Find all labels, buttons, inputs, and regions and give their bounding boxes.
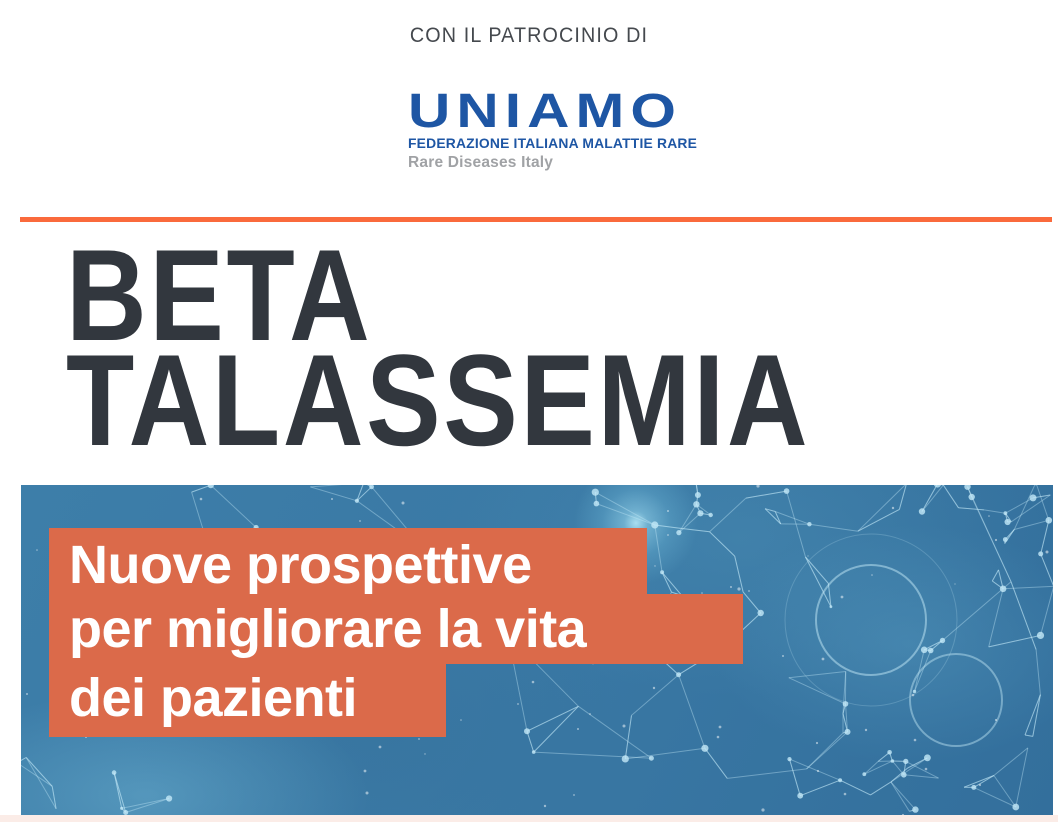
banner-line-1: [49, 528, 647, 594]
banner-text-1: Nuove prospettive: [69, 535, 532, 595]
banner-line-3: [49, 664, 446, 737]
subtitle-banner: [49, 528, 743, 737]
uniamo-wordmark: UNIAMO: [408, 85, 683, 138]
page-title-line2: TALASSEMIA: [66, 327, 811, 473]
banner-text-2: per migliorare la vita: [69, 599, 587, 659]
uniamo-logo: [408, 85, 700, 172]
banner-line-2: [49, 594, 743, 664]
uniamo-federation-line: FEDERAZIONE ITALIANA MALATTIE RARE: [408, 135, 698, 151]
banner-text-3: dei pazienti: [69, 667, 358, 728]
bottom-accent-strip: [0, 815, 1058, 822]
page-title: [66, 222, 811, 473]
page-title-line1: BETA: [66, 222, 373, 368]
patronage-label: CON IL PATROCINIO DI: [409, 24, 649, 47]
hero-image: [21, 485, 1053, 815]
uniamo-tagline: Rare Diseases Italy: [408, 154, 554, 171]
